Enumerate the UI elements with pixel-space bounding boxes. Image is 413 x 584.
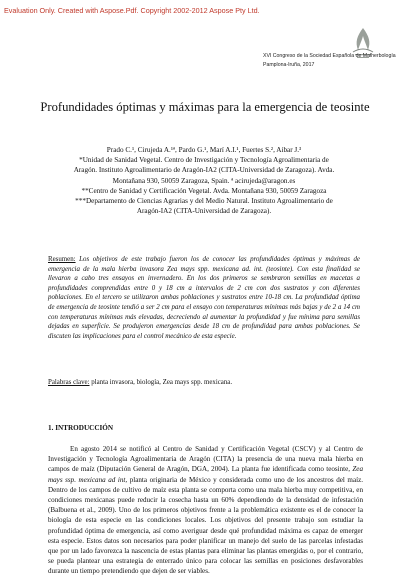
section-heading: 1. INTRODUCCIÓN [48,424,114,432]
intro-paragraph [48,444,363,577]
abstract-text: Los objetivos de este trabajo fueron los de conocer las profundidades óptimas y máximas de emergencia de la mala hierba invasora Zea mays spp. mexicana ad. int. (teosinte). Con esta finalidad se llevaron a cabo tres ensayos en invernadero. En los dos primeros se sembraron semillas en macetas a profundidades comprendidas entre 0 y 18 cm a intervalos de 2 cm con dos sustratos y con diferentes poblaciones. En el tercero se utilizaron ambas poblaciones y sustratos entre 10-18 cm. La profundidad óptima de emergencia de teosinte tendió a ser 2 cm para el ensayo con temperaturas mínimas más bajas y de 2 a 14 cm con temperaturas mínimas más elevadas, decreciendo al aumentar la profundidad y fue mínima para semillas dejadas en superficie. Se produjeron emergencias desde 18 cm de profundidad para ambas poblaciones. Se discuten las implicaciones para el control mecánico de esta especie. [48,256,360,340]
affiliation-1c: Montañana 930, 50059 Zaragoza, Spain. ª acirujeda@aragon.es [112,176,296,185]
keywords [48,378,360,387]
keywords-label: Palabras clave: [48,379,90,386]
affiliation-2: **Centro de Sanidad y Certificación Vegetal. Avda. Montañana 930, 50059 Zaragoza [81,186,327,195]
affiliation-1b: Aragón. Instituto Agroalimentario de Aragón-IA2 (CITA-Universidad de Zaragoza). Avda. [73,166,335,175]
congress-name: XVI Congreso de la Sociedad Española de Malherbología [263,53,396,59]
abstract [48,255,360,341]
congress-place-year: Pamplona-Iruña, 2017 [263,62,315,68]
affiliation-1a: *Unidad de Sanidad Vegetal. Centro de Investigación y Tecnología Agroalimentaria de [79,156,329,165]
intro-species-name: Zea mays ssp. mexicana ad int, [48,465,363,484]
intro-text-2: planta originaria de México y considerada como uno de los ancestros del maíz. Dentro de los campos de cultivo de maíz esta planta se comporta como una mala hierba muy competitiva, en condiciones mexicanas puede reducir la cosecha hasta un 60% dependiendo de la densidad de infestación (Balbuena et al., 2009). Uno de los primeros objetivos frente a la problemática existente es el de conocer la biología de esta especie en las condiciones locales. Los objetivos del presente trabajo son estudiar la profundidad óptima de emergencia, así como averiguar desde qué profundidad máxima es capaz de emerger esta especie. Estos datos son necesarios para poder planificar un manejo del suelo de las parcelas infestadas que por un lado favorezca la nascencia de estas plantas para eliminar las plantas emergidas o, por el contrario, se pueda plantear una estrategia de enterrado único para colocar las semillas en posiciones desfavorables durante un tiempo pretendiendo que dejen de ser viables. [48,475,363,576]
author-names: Prado C.¹, Cirujeda A.¹ª, Pardo G.¹, Marí A.I.¹, Fuertes S.², Aibar J.³ [106,146,302,154]
abstract-label: Resumen: [48,256,76,263]
congress-header [263,53,403,69]
intro-text-1: En agosto 2014 se notificó al Centro de Sanidad y Certificación Vegetal (CSCV) y al Centro de Investigación y Tecnología Agroalimentaria de Aragón (CITA) la presencia de una nueva mala hierba en campos de maíz (Diputación General de Aragón, DGA, 2004). La planta fue identificada como teosinte, [48,445,363,474]
affiliation-3b: Aragón-IA2 (CITA-Universidad de Zaragoza). [136,207,272,216]
keywords-text: planta invasora, biología, Zea mays spp. mexicana. [91,379,233,386]
affiliation-3a: ***Departamento de Ciencias Agrarias y del Medio Natural. Instituto Agroalimentario de [75,197,333,206]
watermark-text: Evaluation Only. Created with Aspose.Pdf. Copyright 2002-2012 Aspose Pty Ltd. [4,6,260,15]
paper-title: Profundidades óptimas y máximas para la emergencia de teosinte [40,100,370,114]
authors-block [28,145,380,216]
